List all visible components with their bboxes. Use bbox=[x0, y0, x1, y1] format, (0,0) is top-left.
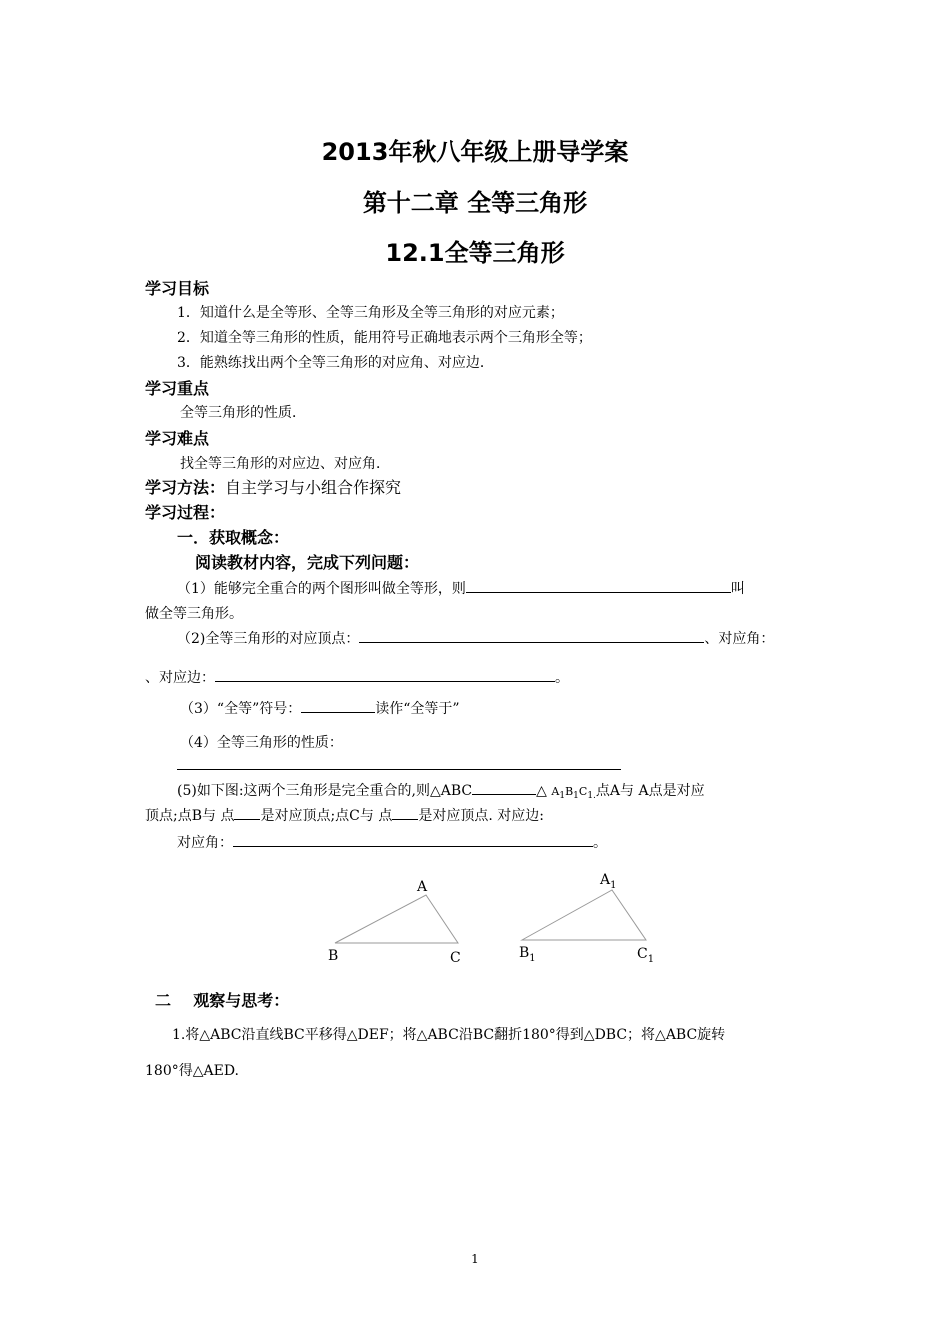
triangle-abc bbox=[335, 895, 458, 943]
q5-blank-3[interactable] bbox=[392, 805, 418, 820]
q5-angle-blank[interactable] bbox=[233, 832, 593, 847]
label-c1: $C_1$ bbox=[637, 946, 655, 965]
method-line bbox=[145, 475, 401, 498]
part2-line-1: 1.将△ABC沿直线BC平移得△DEF；将△ABC沿BC翻折180°得到△DBC；将△ABC旋转 bbox=[172, 1027, 726, 1043]
q2-side-blank[interactable] bbox=[215, 667, 555, 682]
q1-end: 叫 bbox=[730, 581, 745, 597]
method-heading: 学习方法： bbox=[145, 478, 226, 497]
difficulty-text: 找全等三角形的对应边、对应角． bbox=[180, 456, 390, 472]
label-a: A bbox=[417, 879, 428, 895]
question-5-angle bbox=[177, 832, 607, 852]
q5-vertex-b: 顶点;点B与 点 bbox=[145, 808, 235, 824]
label-b1: $B_1$ bbox=[519, 945, 536, 964]
q5-side-label: 是对应顶点. 对应边: bbox=[418, 808, 544, 824]
focus-text: 全等三角形的性质． bbox=[180, 405, 306, 421]
label-b: B bbox=[328, 948, 339, 964]
q2-text: （2)全等三角形的对应顶点： bbox=[177, 631, 360, 647]
difficulty-heading: 学习难点 bbox=[145, 429, 210, 448]
q5-blank-1[interactable] bbox=[472, 780, 536, 795]
triangles-figure bbox=[300, 860, 680, 980]
q5-end: 。 bbox=[593, 835, 607, 851]
q2-vertex-blank[interactable] bbox=[359, 628, 704, 643]
q5-angle-label: 对应角： bbox=[177, 835, 233, 851]
part2-line-2: 180°得△AED. bbox=[145, 1063, 239, 1079]
method-text: 自主学习与小组合作探究 bbox=[225, 478, 402, 497]
doc-main-title: 2013年秋八年级上册导学案 bbox=[321, 138, 629, 166]
q5-text: (5)如下图:这两个三角形是完全重合的,则△ABC bbox=[177, 783, 473, 799]
q2-side-label: 、对应边： bbox=[145, 670, 215, 686]
objective-item: 3．能熟练找出两个全等三角形的对应角、对应边． bbox=[177, 355, 494, 371]
objectives-heading: 学习目标 bbox=[145, 279, 210, 298]
question-5 bbox=[177, 780, 705, 800]
objective-item: 1．知道什么是全等形、全等三角形及全等三角形的对应元素； bbox=[177, 305, 564, 321]
question-2 bbox=[177, 628, 774, 648]
q2-angle-label: 、对应角： bbox=[704, 631, 775, 647]
q1-text: （1）能够完全重合的两个图形叫做全等形，则 bbox=[177, 581, 466, 597]
q3-end: 读作“全等于” bbox=[375, 701, 460, 717]
process-heading: 学习过程： bbox=[145, 503, 226, 522]
question-4: （4）全等三角形的性质： bbox=[180, 735, 343, 751]
q3-text: （3）“全等”符号： bbox=[180, 701, 302, 717]
focus-heading: 学习重点 bbox=[145, 379, 210, 398]
q5-vertex-a: 点A与 A点是对应 bbox=[595, 783, 705, 799]
question-5-cont bbox=[145, 805, 544, 825]
q5-triangle-sign: △ bbox=[536, 783, 547, 799]
page-number: 1 bbox=[471, 1252, 479, 1266]
q1-continuation: 做全等三角形。 bbox=[145, 606, 243, 622]
question-1 bbox=[177, 578, 745, 598]
q1-blank[interactable] bbox=[466, 578, 731, 593]
part1-heading: 一．获取概念： bbox=[177, 528, 290, 547]
triangle-a1b1c1 bbox=[522, 890, 646, 940]
instruction: 阅读教材内容，完成下列问题： bbox=[195, 553, 420, 572]
section-title: 12.1全等三角形 bbox=[385, 239, 565, 267]
question-3 bbox=[180, 698, 460, 718]
chapter-title: 第十二章 全等三角形 bbox=[362, 189, 588, 217]
label-c: C bbox=[450, 950, 461, 966]
q5-vertex-c: 是对应顶点;点C与 点 bbox=[260, 808, 393, 824]
objective-item: 2．知道全等三角形的性质，能用符号正确地表示两个三角形全等； bbox=[177, 330, 592, 346]
part2-heading: 二 观察与思考： bbox=[155, 991, 290, 1010]
q2-end: 。 bbox=[555, 670, 569, 686]
label-a1: $A_1$ bbox=[600, 872, 617, 891]
q5-triangle-name: $A_1B_1C_{1.}$ bbox=[551, 785, 596, 801]
question-2-cont bbox=[145, 667, 569, 687]
q3-blank[interactable] bbox=[301, 698, 375, 713]
q4-answer-line[interactable] bbox=[177, 769, 621, 770]
q5-blank-2[interactable] bbox=[234, 805, 260, 820]
